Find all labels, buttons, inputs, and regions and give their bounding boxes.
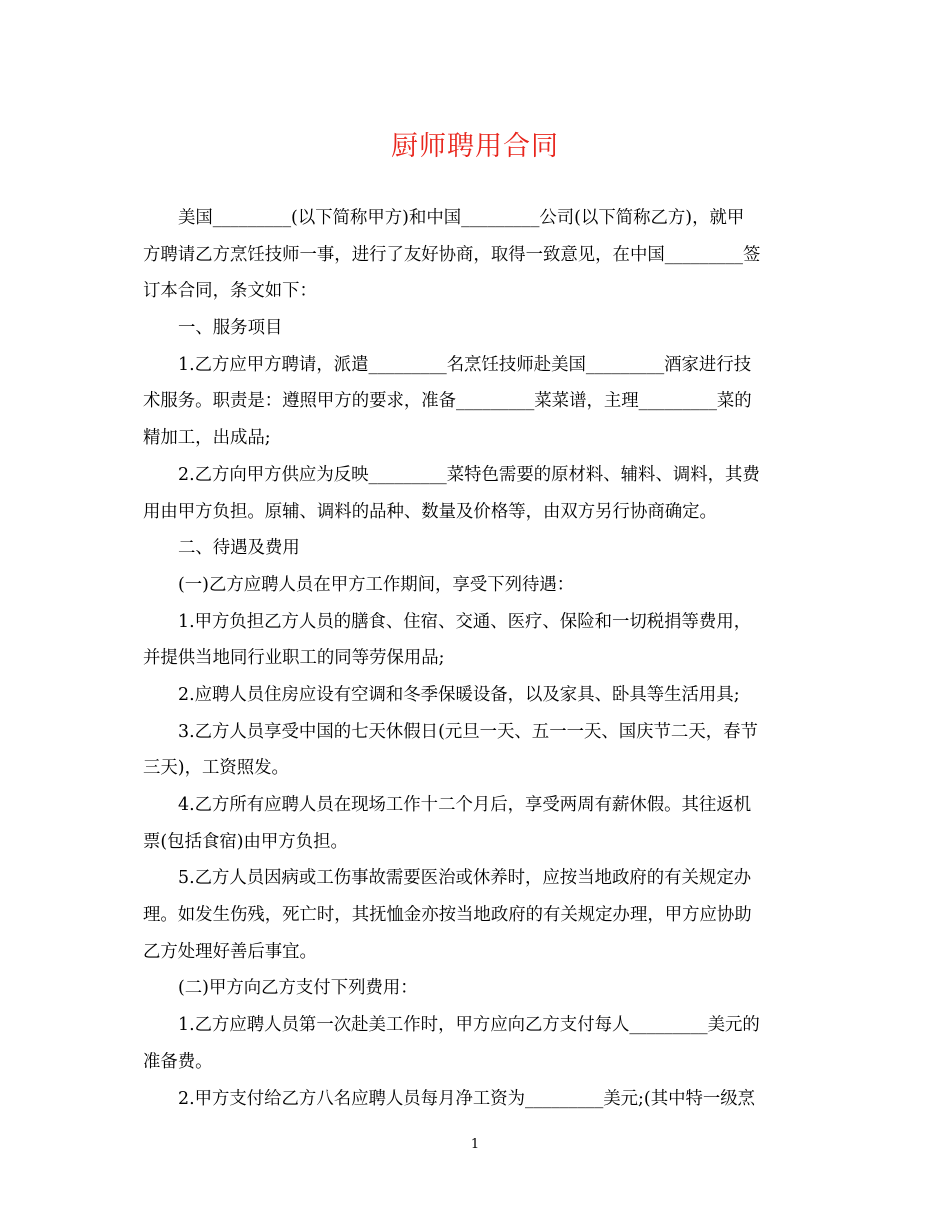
text-line: 用由甲方负担。原辅、调料的品种、数量及价格等，由双方另行协商确定。: [143, 501, 717, 522]
document-title: 厨师聘用合同: [391, 131, 559, 162]
text-line: 理。如发生伤残，死亡时，其抚恤金亦按当地政府的有关规定办理，甲方应协助: [143, 905, 752, 926]
page-number: 1: [470, 1137, 480, 1152]
text-line: 3.乙方人员享受中国的七天休假日(元旦一天、五一一天、国庆节二天，春节: [178, 721, 758, 742]
text-line: 票(包括食宿)由甲方负担。: [143, 831, 348, 852]
text-line: 1.乙方应甲方聘请，派遣_________名烹饪技师赴美国_________酒家进行技: [178, 354, 752, 375]
text-line: 美国_________(以下简称甲方)和中国_________公司(以下简称乙方)，就甲: [178, 208, 745, 228]
text-line: 1.乙方应聘人员第一次赴美工作时，甲方应向乙方支付每人_________美元的: [178, 1015, 760, 1036]
text-line: 术服务。职责是：遵照甲方的要求，准备_________菜菜谱，主理_________菜的: [143, 391, 752, 412]
document-body: [143, 200, 807, 1117]
text-line: (二)甲方向乙方支付下列费用：: [178, 978, 418, 999]
text-line: 4.乙方所有应聘人员在现场工作十二个月后，享受两周有薪休假。其往返机: [178, 795, 752, 815]
text-line: 订本合同，条文如下：: [143, 281, 317, 302]
text-line: 二、待遇及费用: [178, 538, 300, 559]
text-line: 2.应聘人员住房应设有空调和冬季保暖设备，以及家具、卧具等生活用具;: [178, 684, 740, 705]
text-line: 1.甲方负担乙方人员的膳食、住宿、交通、医疗、保险和一切税捐等费用，: [178, 611, 752, 632]
text-line: 精加工，出成品;: [143, 428, 271, 449]
text-line: 准备费。: [143, 1051, 213, 1072]
text-line: 并提供当地同行业职工的同等劳保用品;: [143, 648, 445, 669]
text-line: 一、服务项目: [178, 318, 283, 339]
text-line: 方聘请乙方烹饪技师一事，进行了友好协商，取得一致意见，在中国_________签: [143, 244, 761, 265]
text-line: 2.乙方向甲方供应为反映_________菜特色需要的原材料、辅料、调料，其费: [178, 464, 760, 485]
text-line: 三天)，工资照发。: [143, 758, 289, 779]
text-line: 5.乙方人员因病或工伤事故需要医治或休养时，应按当地政府的有关规定办: [178, 868, 752, 889]
text-line: 乙方处理好善后事宜。: [143, 941, 317, 962]
text-line: 2.甲方支付给乙方八名应聘人员每月净工资为_________美元;(其中特一级烹: [178, 1088, 756, 1109]
text-line: (一)乙方应聘人员在甲方工作期间，享受下列待遇：: [178, 574, 575, 595]
